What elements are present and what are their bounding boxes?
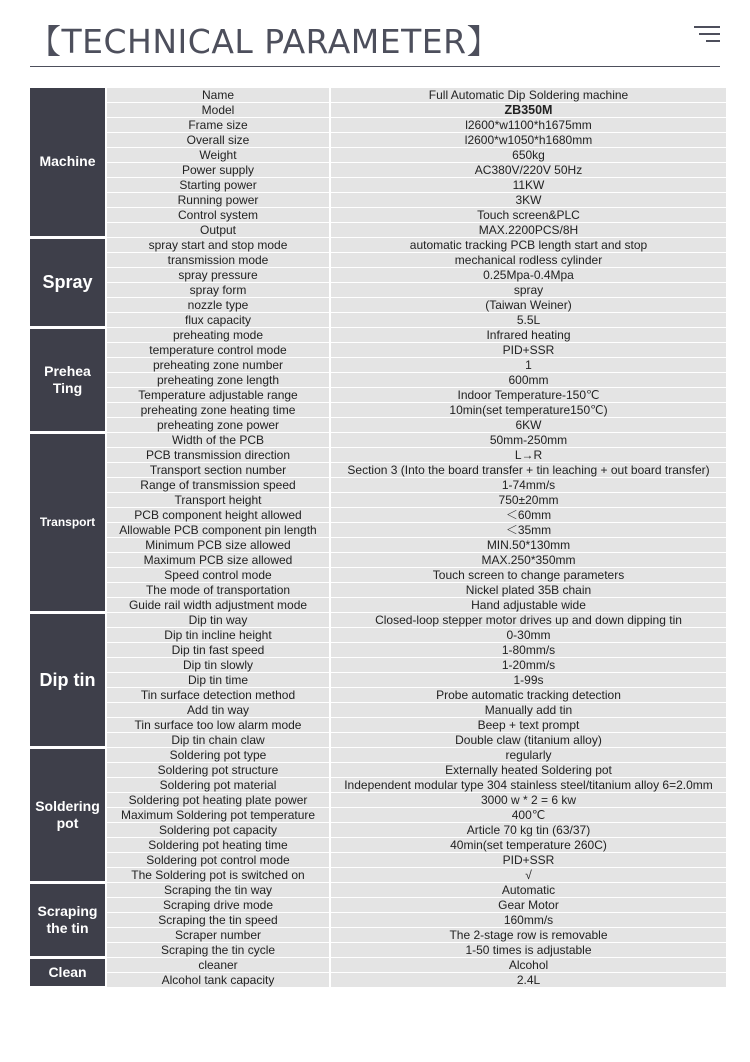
table-row: [30, 553, 726, 568]
menu-line: [699, 33, 720, 35]
table-row: [30, 958, 726, 973]
spec-table: [30, 88, 726, 989]
table-row: [30, 853, 726, 868]
table-row: [30, 103, 726, 118]
parameter-value: Externally heated Soldering pot: [330, 763, 726, 778]
parameter-value: regularly: [330, 748, 726, 763]
parameter-value: L→R: [330, 448, 726, 463]
parameter-value: PID+SSR: [330, 343, 726, 358]
parameter-name: Allowable PCB component pin length: [106, 523, 330, 538]
table-row: [30, 598, 726, 613]
parameter-value: Gear Motor: [330, 898, 726, 913]
parameter-name: Dip tin time: [106, 673, 330, 688]
category-cell: Soldering pot: [30, 748, 106, 883]
parameter-value: 3KW: [330, 193, 726, 208]
category-cell: Spray: [30, 238, 106, 328]
parameter-value: automatic tracking PCB length start and stop: [330, 238, 726, 253]
parameter-name: preheating zone length: [106, 373, 330, 388]
parameter-name: Name: [106, 88, 330, 103]
parameter-value: Article 70 kg tin (63/37): [330, 823, 726, 838]
parameter-name: Scraping the tin way: [106, 883, 330, 898]
parameter-name: temperature control mode: [106, 343, 330, 358]
table-row: [30, 88, 726, 103]
table-row: [30, 178, 726, 193]
parameter-name: spray form: [106, 283, 330, 298]
table-row: [30, 433, 726, 448]
parameter-name: PCB transmission direction: [106, 448, 330, 463]
table-row: [30, 508, 726, 523]
table-row: [30, 373, 726, 388]
parameter-name: Starting power: [106, 178, 330, 193]
parameter-name: PCB component height allowed: [106, 508, 330, 523]
parameter-name: Frame size: [106, 118, 330, 133]
parameter-value: Infrared heating: [330, 328, 726, 343]
parameter-name: The Soldering pot is switched on: [106, 868, 330, 883]
table-row: [30, 538, 726, 553]
table-row: [30, 613, 726, 628]
parameter-name: Soldering pot capacity: [106, 823, 330, 838]
title-divider: [30, 66, 720, 67]
parameter-value: l2600*w1050*h1680mm: [330, 133, 726, 148]
parameter-name: Minimum PCB size allowed: [106, 538, 330, 553]
parameter-value: 40min(set temperature 260C): [330, 838, 726, 853]
parameter-name: cleaner: [106, 958, 330, 973]
parameter-value: 1-99s: [330, 673, 726, 688]
parameter-name: Soldering pot heating time: [106, 838, 330, 853]
parameter-name: Model: [106, 103, 330, 118]
category-cell: Clean: [30, 958, 106, 988]
parameter-value: Automatic: [330, 883, 726, 898]
table-row: [30, 208, 726, 223]
parameter-name: Soldering pot control mode: [106, 853, 330, 868]
parameter-name: Soldering pot structure: [106, 763, 330, 778]
parameter-name: preheating zone number: [106, 358, 330, 373]
parameter-name: Scraping the tin cycle: [106, 943, 330, 958]
table-row: [30, 298, 726, 313]
category-cell: Transport: [30, 433, 106, 613]
parameter-value: l2600*w1100*h1675mm: [330, 118, 726, 133]
parameter-value: 650kg: [330, 148, 726, 163]
table-row: [30, 448, 726, 463]
table-row: [30, 628, 726, 643]
table-row: [30, 928, 726, 943]
parameter-name: Maximum Soldering pot temperature: [106, 808, 330, 823]
table-row: [30, 463, 726, 478]
parameter-value: 600mm: [330, 373, 726, 388]
parameter-name: Maximum PCB size allowed: [106, 553, 330, 568]
table-row: [30, 973, 726, 988]
parameter-name: preheating zone heating time: [106, 403, 330, 418]
parameter-value: 3000 w * 2 = 6 kw: [330, 793, 726, 808]
parameter-value: 11KW: [330, 178, 726, 193]
parameter-name: Range of transmission speed: [106, 478, 330, 493]
parameter-name: Soldering pot material: [106, 778, 330, 793]
table-row: [30, 823, 726, 838]
table-row: [30, 283, 726, 298]
parameter-value: 0.25Mpa-0.4Mpa: [330, 268, 726, 283]
parameter-name: Width of the PCB: [106, 433, 330, 448]
parameter-value: 0-30mm: [330, 628, 726, 643]
parameter-name: Tin surface too low alarm mode: [106, 718, 330, 733]
parameter-value: Touch screen&PLC: [330, 208, 726, 223]
table-row: [30, 883, 726, 898]
parameter-value: AC380V/220V 50Hz: [330, 163, 726, 178]
category-cell: Machine: [30, 88, 106, 238]
parameter-name: Control system: [106, 208, 330, 223]
table-row: [30, 838, 726, 853]
parameter-name: Guide rail width adjustment mode: [106, 598, 330, 613]
menu-line: [706, 40, 720, 42]
parameter-name: Alcohol tank capacity: [106, 973, 330, 988]
parameter-name: Soldering pot type: [106, 748, 330, 763]
parameter-name: Temperature adjustable range: [106, 388, 330, 403]
parameter-value: ZB350M: [330, 103, 726, 118]
menu-lines-icon[interactable]: [694, 26, 720, 44]
menu-line: [694, 26, 720, 28]
parameter-name: The mode of transportation: [106, 583, 330, 598]
parameter-value: √: [330, 868, 726, 883]
category-cell: Prehea Ting: [30, 328, 106, 433]
parameter-name: Dip tin chain claw: [106, 733, 330, 748]
table-row: [30, 358, 726, 373]
parameter-value: Nickel plated 35B chain: [330, 583, 726, 598]
category-cell: Scraping the tin: [30, 883, 106, 958]
table-row: [30, 118, 726, 133]
parameter-name: Scraping the tin speed: [106, 913, 330, 928]
parameter-name: Tin surface detection method: [106, 688, 330, 703]
parameter-value: 6KW: [330, 418, 726, 433]
parameter-value: Manually add tin: [330, 703, 726, 718]
parameter-name: Transport section number: [106, 463, 330, 478]
parameter-value: Independent modular type 304 stainless steel/titanium alloy 6=2.0mm: [330, 778, 726, 793]
parameter-value: (Taiwan Weiner): [330, 298, 726, 313]
parameter-name: Speed control mode: [106, 568, 330, 583]
parameter-name: nozzle type: [106, 298, 330, 313]
parameter-value: 50mm-250mm: [330, 433, 726, 448]
parameter-value: Double claw (titanium alloy): [330, 733, 726, 748]
parameter-value: The 2-stage row is removable: [330, 928, 726, 943]
parameter-value: 10min(set temperature150℃): [330, 403, 726, 418]
parameter-value: MAX.250*350mm: [330, 553, 726, 568]
parameter-name: Soldering pot heating plate power: [106, 793, 330, 808]
table-row: [30, 268, 726, 283]
table-row: [30, 763, 726, 778]
parameter-name: Add tin way: [106, 703, 330, 718]
parameter-value: 1-74mm/s: [330, 478, 726, 493]
category-cell: Dip tin: [30, 613, 106, 748]
table-row: [30, 658, 726, 673]
parameter-value: Section 3 (Into the board transfer + tin leaching + out board transfer): [330, 463, 726, 478]
table-row: [30, 133, 726, 148]
parameter-value: 2.4L: [330, 973, 726, 988]
parameter-name: Scraping drive mode: [106, 898, 330, 913]
parameter-value: Probe automatic tracking detection: [330, 688, 726, 703]
parameter-name: Dip tin fast speed: [106, 643, 330, 658]
parameter-value: Touch screen to change parameters: [330, 568, 726, 583]
table-row: [30, 328, 726, 343]
parameter-name: Transport height: [106, 493, 330, 508]
parameter-value: MIN.50*130mm: [330, 538, 726, 553]
parameter-value: 400℃: [330, 808, 726, 823]
parameter-value: 1: [330, 358, 726, 373]
parameter-name: preheating zone power: [106, 418, 330, 433]
page-title: 【TECHNICAL PARAMETER】: [28, 22, 501, 61]
table-row: [30, 913, 726, 928]
parameter-value: mechanical rodless cylinder: [330, 253, 726, 268]
parameter-name: flux capacity: [106, 313, 330, 328]
table-row: [30, 523, 726, 538]
table-row: [30, 418, 726, 433]
table-row: [30, 403, 726, 418]
parameter-name: Dip tin incline height: [106, 628, 330, 643]
table-row: [30, 493, 726, 508]
table-row: [30, 148, 726, 163]
table-row: [30, 388, 726, 403]
parameter-value: 750±20mm: [330, 493, 726, 508]
parameter-name: Overall size: [106, 133, 330, 148]
parameter-value: Full Automatic Dip Soldering machine: [330, 88, 726, 103]
table-row: [30, 943, 726, 958]
table-row: [30, 313, 726, 328]
parameter-value: 160mm/s: [330, 913, 726, 928]
table-row: [30, 673, 726, 688]
parameter-name: transmission mode: [106, 253, 330, 268]
parameter-value: Indoor Temperature-150℃: [330, 388, 726, 403]
table-row: [30, 898, 726, 913]
table-row: [30, 253, 726, 268]
parameter-name: Dip tin slowly: [106, 658, 330, 673]
table-row: [30, 703, 726, 718]
table-row: [30, 643, 726, 658]
table-row: [30, 163, 726, 178]
parameter-value: Hand adjustable wide: [330, 598, 726, 613]
parameter-name: spray pressure: [106, 268, 330, 283]
table-row: [30, 193, 726, 208]
parameter-value: ＜60mm: [330, 508, 726, 523]
table-row: [30, 568, 726, 583]
table-row: [30, 343, 726, 358]
table-row: [30, 748, 726, 763]
table-row: [30, 718, 726, 733]
parameter-value: Closed-loop stepper motor drives up and down dipping tin: [330, 613, 726, 628]
parameter-name: Scraper number: [106, 928, 330, 943]
table-row: [30, 808, 726, 823]
table-row: [30, 778, 726, 793]
parameter-value: 1-80mm/s: [330, 643, 726, 658]
parameter-name: Weight: [106, 148, 330, 163]
table-row: [30, 733, 726, 748]
parameter-name: Dip tin way: [106, 613, 330, 628]
table-row: [30, 583, 726, 598]
parameter-value: Beep + text prompt: [330, 718, 726, 733]
table-row: [30, 478, 726, 493]
table-row: [30, 223, 726, 238]
parameter-name: Power supply: [106, 163, 330, 178]
parameter-value: 1-50 times is adjustable: [330, 943, 726, 958]
parameter-value: spray: [330, 283, 726, 298]
parameter-value: MAX.2200PCS/8H: [330, 223, 726, 238]
parameter-value: ＜35mm: [330, 523, 726, 538]
table-row: [30, 238, 726, 253]
parameter-value: 5.5L: [330, 313, 726, 328]
parameter-name: Output: [106, 223, 330, 238]
parameter-name: spray start and stop mode: [106, 238, 330, 253]
parameter-value: Alcohol: [330, 958, 726, 973]
table-row: [30, 868, 726, 883]
parameter-value: PID+SSR: [330, 853, 726, 868]
parameter-name: preheating mode: [106, 328, 330, 343]
parameter-name: Running power: [106, 193, 330, 208]
parameter-value: 1-20mm/s: [330, 658, 726, 673]
table-row: [30, 793, 726, 808]
table-row: [30, 688, 726, 703]
